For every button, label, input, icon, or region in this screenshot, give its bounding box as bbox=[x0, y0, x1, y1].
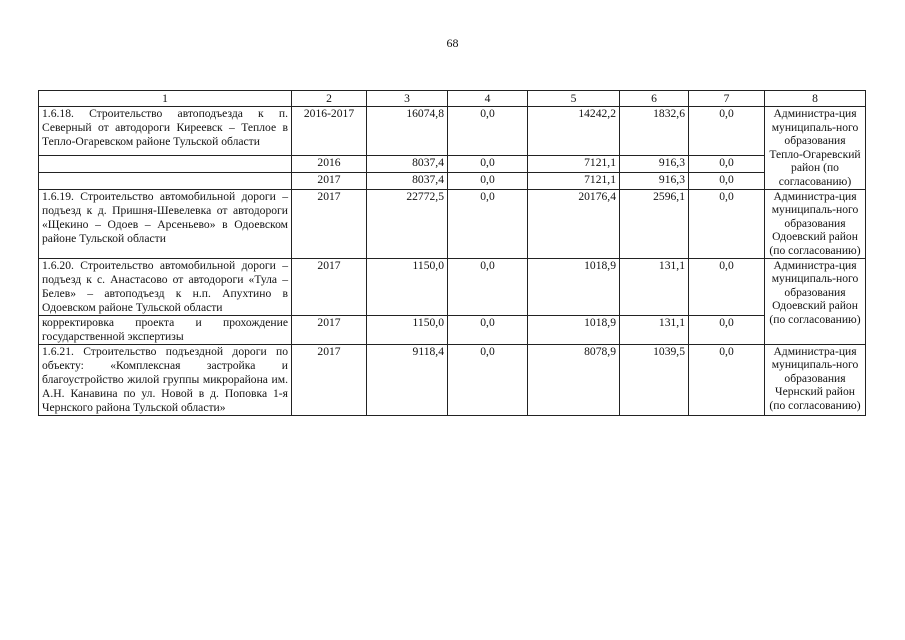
responsible-cell: Администра-ция муниципаль-ного образования Чернский район (по согласованию) bbox=[765, 344, 866, 415]
funding-cell: 14242,2 bbox=[528, 107, 620, 156]
table-row bbox=[39, 107, 866, 156]
table-row bbox=[39, 258, 866, 315]
funding-cell: 2596,1 bbox=[620, 189, 689, 258]
funding-cell: 0,0 bbox=[448, 344, 528, 415]
header-cell: 5 bbox=[528, 91, 620, 107]
total-cell: 8037,4 bbox=[367, 155, 448, 172]
funding-cell: 0,0 bbox=[689, 107, 765, 156]
funding-cell: 0,0 bbox=[689, 315, 765, 344]
funding-cell: 1039,5 bbox=[620, 344, 689, 415]
funding-cell: 0,0 bbox=[448, 172, 528, 189]
description-cell bbox=[39, 172, 292, 189]
period-cell: 2017 bbox=[292, 315, 367, 344]
header-cell: 3 bbox=[367, 91, 448, 107]
header-row bbox=[39, 91, 866, 107]
table-row bbox=[39, 189, 866, 258]
period-cell: 2016-2017 bbox=[292, 107, 367, 156]
description-cell: 1.6.18. Строительство автоподъезда к п. Северный от автодороги Киреевск – Теплое в Тепло-Огаревском районе Тульской области bbox=[39, 107, 292, 156]
total-cell: 22772,5 bbox=[367, 189, 448, 258]
funding-table bbox=[38, 90, 866, 416]
description-cell: 1.6.19. Строительство автомобильной дороги – подъезд к д. Пришня-Шевелевка от автодороги «Щекино – Одоев – Арсеньево» в Одоевском районе Тульской области bbox=[39, 189, 292, 258]
period-cell: 2016 bbox=[292, 155, 367, 172]
header-cell: 2 bbox=[292, 91, 367, 107]
period-cell: 2017 bbox=[292, 344, 367, 415]
responsible-cell: Администра-ция муниципаль-ного образования Тепло-Огаревский район (по согласованию) bbox=[765, 107, 866, 190]
funding-cell: 0,0 bbox=[689, 172, 765, 189]
funding-cell: 131,1 bbox=[620, 315, 689, 344]
funding-cell: 916,3 bbox=[620, 172, 689, 189]
funding-cell: 7121,1 bbox=[528, 172, 620, 189]
funding-cell: 20176,4 bbox=[528, 189, 620, 258]
period-cell: 2017 bbox=[292, 189, 367, 258]
description-cell bbox=[39, 155, 292, 172]
description-cell: 1.6.20. Строительство автомобильной дороги – подъезд к с. Анастасово от автодороги «Тула – Белев» – автоподъезд к н.п. Апухтино в Одоевском районе Тульской области bbox=[39, 258, 292, 315]
total-cell: 8037,4 bbox=[367, 172, 448, 189]
funding-cell: 0,0 bbox=[689, 344, 765, 415]
funding-cell: 8078,9 bbox=[528, 344, 620, 415]
header-cell: 8 bbox=[765, 91, 866, 107]
total-cell: 16074,8 bbox=[367, 107, 448, 156]
funding-cell: 0,0 bbox=[689, 189, 765, 258]
funding-cell: 0,0 bbox=[448, 258, 528, 315]
responsible-cell: Администра-ция муниципаль-ного образования Одоевский район (по согласованию) bbox=[765, 189, 866, 258]
page-number: 68 bbox=[446, 36, 459, 50]
header-cell: 7 bbox=[689, 91, 765, 107]
funding-cell: 0,0 bbox=[448, 189, 528, 258]
header-cell: 4 bbox=[448, 91, 528, 107]
table-row bbox=[39, 155, 866, 172]
funding-cell: 0,0 bbox=[448, 107, 528, 156]
header-cell: 6 bbox=[620, 91, 689, 107]
header-cell: 1 bbox=[39, 91, 292, 107]
funding-cell: 131,1 bbox=[620, 258, 689, 315]
responsible-cell: Администра-ция муниципаль-ного образования Одоевский район (по согласованию) bbox=[765, 258, 866, 344]
description-cell: корректировка проекта и прохождение государственной экспертизы bbox=[39, 315, 292, 344]
total-cell: 9118,4 bbox=[367, 344, 448, 415]
funding-cell: 1018,9 bbox=[528, 315, 620, 344]
funding-cell: 0,0 bbox=[448, 155, 528, 172]
funding-cell: 1832,6 bbox=[620, 107, 689, 156]
total-cell: 1150,0 bbox=[367, 315, 448, 344]
period-cell: 2017 bbox=[292, 172, 367, 189]
funding-cell: 916,3 bbox=[620, 155, 689, 172]
table-row bbox=[39, 344, 866, 415]
funding-cell: 1018,9 bbox=[528, 258, 620, 315]
table-row bbox=[39, 172, 866, 189]
total-cell: 1150,0 bbox=[367, 258, 448, 315]
description-cell: 1.6.21. Строительство подъездной дороги по объекту: «Комплексная застройка и благоустройство жилой группы микрорайона им. А.Н. Канавина по ул. Новой в д. Поповка 1-я Чернского района Тульской области» bbox=[39, 344, 292, 415]
period-cell: 2017 bbox=[292, 258, 367, 315]
funding-cell: 7121,1 bbox=[528, 155, 620, 172]
funding-cell: 0,0 bbox=[448, 315, 528, 344]
funding-cell: 0,0 bbox=[689, 155, 765, 172]
funding-cell: 0,0 bbox=[689, 258, 765, 315]
table-row bbox=[39, 315, 866, 344]
